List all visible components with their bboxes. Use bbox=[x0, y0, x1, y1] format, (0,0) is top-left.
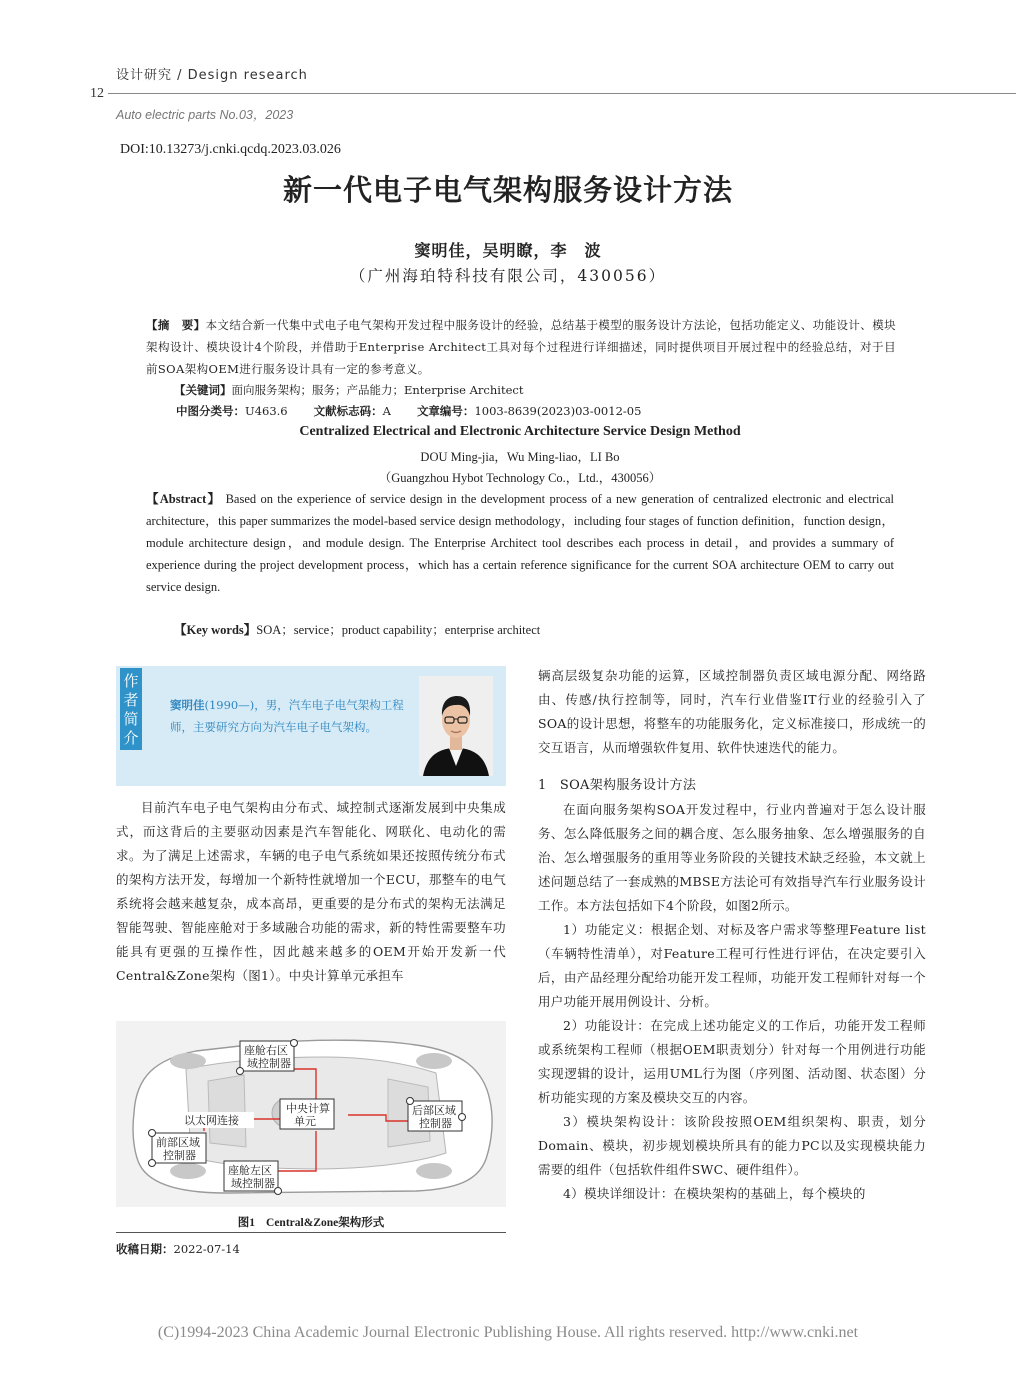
figure-1-caption bbox=[116, 1214, 506, 1230]
body-paragraph: 在面向服务架构SOA开发过程中，行业内普遍对于怎么设计服务、怎么降低服务之间的耦合度、怎么服务抽象、怎么增强服务的自治、怎么增强服务的重用等业务阶段的关键技术缺乏经验，本文就上述问题总结了一套成熟的MBSE方法论可有效指导汽车行业服务设计工作。本方法包括如下4个阶段，如图2所示。 bbox=[538, 802, 926, 913]
abstract-cn-text: 本文结合新一代集中式电子电气架构开发过程中服务设计的经验，总结基于模型的服务设计方法论，包括功能定义、功能设计、模块架构设计、模块设计4个阶段，并借助于Enterprise Architect工具对每个过程进行详细描述，同时提供项目开展过程中的经验总结，对于目前SOA架构OEM进行服务设计具有一定的参考意义。 bbox=[146, 318, 896, 376]
fig-label-seat-left: 座舱左区 bbox=[228, 1164, 272, 1177]
fig-label-rear-2: 控制器 bbox=[419, 1117, 452, 1130]
keywords-cn bbox=[174, 380, 523, 400]
keywords-cn-text: 面向服务架构；服务；产品能力；Enterprise Architect bbox=[231, 383, 524, 397]
fig-label-seat-right: 座舱右区 bbox=[244, 1044, 288, 1057]
page-number: 12 bbox=[90, 86, 104, 101]
keywords-en-label: 【Key words】 bbox=[174, 623, 257, 637]
step-4-paragraph: 4）模块详细设计：在模块架构的基础上，每个模块的 bbox=[563, 1186, 866, 1201]
keywords-en bbox=[174, 620, 540, 640]
step-1-paragraph: 1）功能定义：根据企划、对标及客户需求等整理Feature list（车辆特性清单），对Feature工程可行性进行评估，在决定要引入后，由产品经理分配给功能开发工程师，功能开发工程师针对每一个用户功能开展用例设计、分析。 bbox=[538, 922, 926, 1009]
author-bio-description: (1990—)，男，汽车电子电气架构工程师，主要研究方向为汽车电子电气架构。 bbox=[170, 698, 404, 734]
fig-label-central: 中央计算 bbox=[286, 1102, 330, 1115]
fig-label-seat-left-2: 域控制器 bbox=[231, 1177, 275, 1190]
step-3-paragraph: 3）模块架构设计：该阶段按照OEM组织架构、职责，划分Domain、模块，初步规划模块所具有的能力PC以及实现模块能力需要的组件（包括软件组件SWC、硬件组件）。 bbox=[538, 1114, 926, 1177]
figure-1-caption-text: Central&Zone架构形式 bbox=[266, 1217, 385, 1229]
abstract-en-text: Based on the experience of service design in the development process of a new generation of centralized electronic and electrical architecture，this paper summarizes the model-based service design methodology，including four stages of function definition，function design，module architecture design，and module design. The Enterprise Architect tool describes each process in detail，and provides a summary of experience during the project development process，which has a certain reference significance for the current SOA architecture OEM to carry out service design. bbox=[146, 492, 895, 594]
author-bio-text bbox=[170, 694, 410, 738]
keywords-en-text: SOA；service；product capability；enterprise architect bbox=[256, 623, 541, 637]
fig-label-central-2: 单元 bbox=[294, 1115, 316, 1128]
fig-label-rear: 后部区域 bbox=[412, 1104, 456, 1117]
body-paragraph-continued: 辆高层级复杂功能的运算，区域控制器负责区域电源分配、网络路由、传感/执行控制等，同时，汽车行业借鉴IT行业的经验引入了SOA的设计思想，将整车的功能服务化，定义标准接口，形成统一的交互语言，从而增强软件复用、软件快速迭代的能力。 bbox=[538, 668, 926, 755]
english-affiliation: （Guangzhou Hybot Technology Co.，Ltd.，430056） bbox=[378, 471, 662, 485]
doc-code-value: A bbox=[382, 404, 391, 418]
fig-label-seat-right-2: 域控制器 bbox=[247, 1057, 291, 1070]
abstract-cn-label: 【摘 要】 bbox=[146, 318, 206, 332]
fig-label-front: 前部区域 bbox=[156, 1136, 200, 1149]
figure-1 bbox=[116, 1021, 506, 1207]
authors: 窦明佳，吴明瞭，李 波 bbox=[414, 241, 602, 260]
body-left-column bbox=[116, 796, 506, 988]
figure-1-caption-label: 图1 bbox=[237, 1217, 256, 1229]
doc-code-label: 文献标志码： bbox=[313, 404, 383, 418]
affiliation: （广州海珀特科技有限公司，430056） bbox=[349, 267, 667, 285]
paper-title: 新一代电子电气架构服务设计方法 bbox=[282, 173, 733, 207]
english-authors: DOU Ming-jia，Wu Ming-liao，LI Bo bbox=[420, 450, 620, 464]
section-1-heading: 1 SOA架构服务设计方法 bbox=[538, 778, 697, 793]
clc-value: U463.6 bbox=[245, 404, 288, 418]
clc-label: 中图分类号： bbox=[176, 404, 245, 418]
doi[interactable]: DOI:10.13273/j.cnki.qcdq.2023.03.026 bbox=[120, 142, 341, 157]
abstract-en-label: 【Abstract】 bbox=[146, 492, 222, 506]
footnote-rule bbox=[116, 1232, 506, 1233]
body-right-column bbox=[538, 664, 926, 1206]
body-paragraph: 目前汽车电子电气架构由分布式、域控制式逐渐发展到中央集成式，而这背后的主要驱动因素是汽车智能化、网联化、电动化的需求。为了满足上述需求，车辆的电子电气系统如果还按照传统分布式的架构方法开发，每增加一个新特性就增加一个ECU，那整车的电气系统将会越来越复杂，成本高昂，更重要的是分布式的架构无法满足智能驾驶、智能座舱对于多域融合功能的需求，新的特性需要整车功能具有更强的互操作性，因此越来越多的OEM开始开发新一代Central&Zone架构（图1）。中央计算单元承担车 bbox=[116, 800, 506, 983]
article-number-label: 文章编号： bbox=[416, 404, 475, 418]
header-rule bbox=[108, 93, 1016, 94]
copyright-footer: (C)1994-2023 China Academic Journal Electronic Publishing House. All rights reserved. http://www.cnki.net bbox=[157, 1324, 859, 1341]
received-date-value: 2022-07-14 bbox=[173, 1242, 240, 1256]
keywords-cn-label: 【关键词】 bbox=[174, 383, 232, 397]
classification-line bbox=[176, 401, 641, 421]
author-bio-tag: 作者简介 bbox=[120, 668, 142, 750]
step-2-paragraph: 2）功能设计：在完成上述功能定义的工作后，功能开发工程师或系统架构工程师（根据OEM职责划分）针对每一个用例进行功能实现逻辑的设计，运用UML行为图（序列图、活动图、状态图）分析功能实现的方案及模块交互的内容。 bbox=[538, 1018, 926, 1105]
fig-label-front-2: 控制器 bbox=[163, 1149, 196, 1162]
abstract-en bbox=[146, 488, 894, 598]
received-date bbox=[116, 1241, 240, 1257]
author-photo bbox=[419, 676, 493, 776]
received-date-label: 收稿日期： bbox=[116, 1242, 174, 1256]
journal-issue: Auto electric parts No.03，2023 bbox=[116, 108, 294, 122]
fig-label-ethernet: 以太网连接 bbox=[184, 1114, 239, 1127]
abstract-cn bbox=[146, 314, 896, 380]
article-number-value: 1003-8639(2023)03-0012-05 bbox=[474, 404, 642, 418]
author-bio-name: 窦明佳 bbox=[170, 698, 205, 712]
english-title: Centralized Electrical and Electronic Architecture Service Design Method bbox=[299, 424, 741, 439]
section-header: 设计研究 / Design research bbox=[116, 68, 308, 83]
